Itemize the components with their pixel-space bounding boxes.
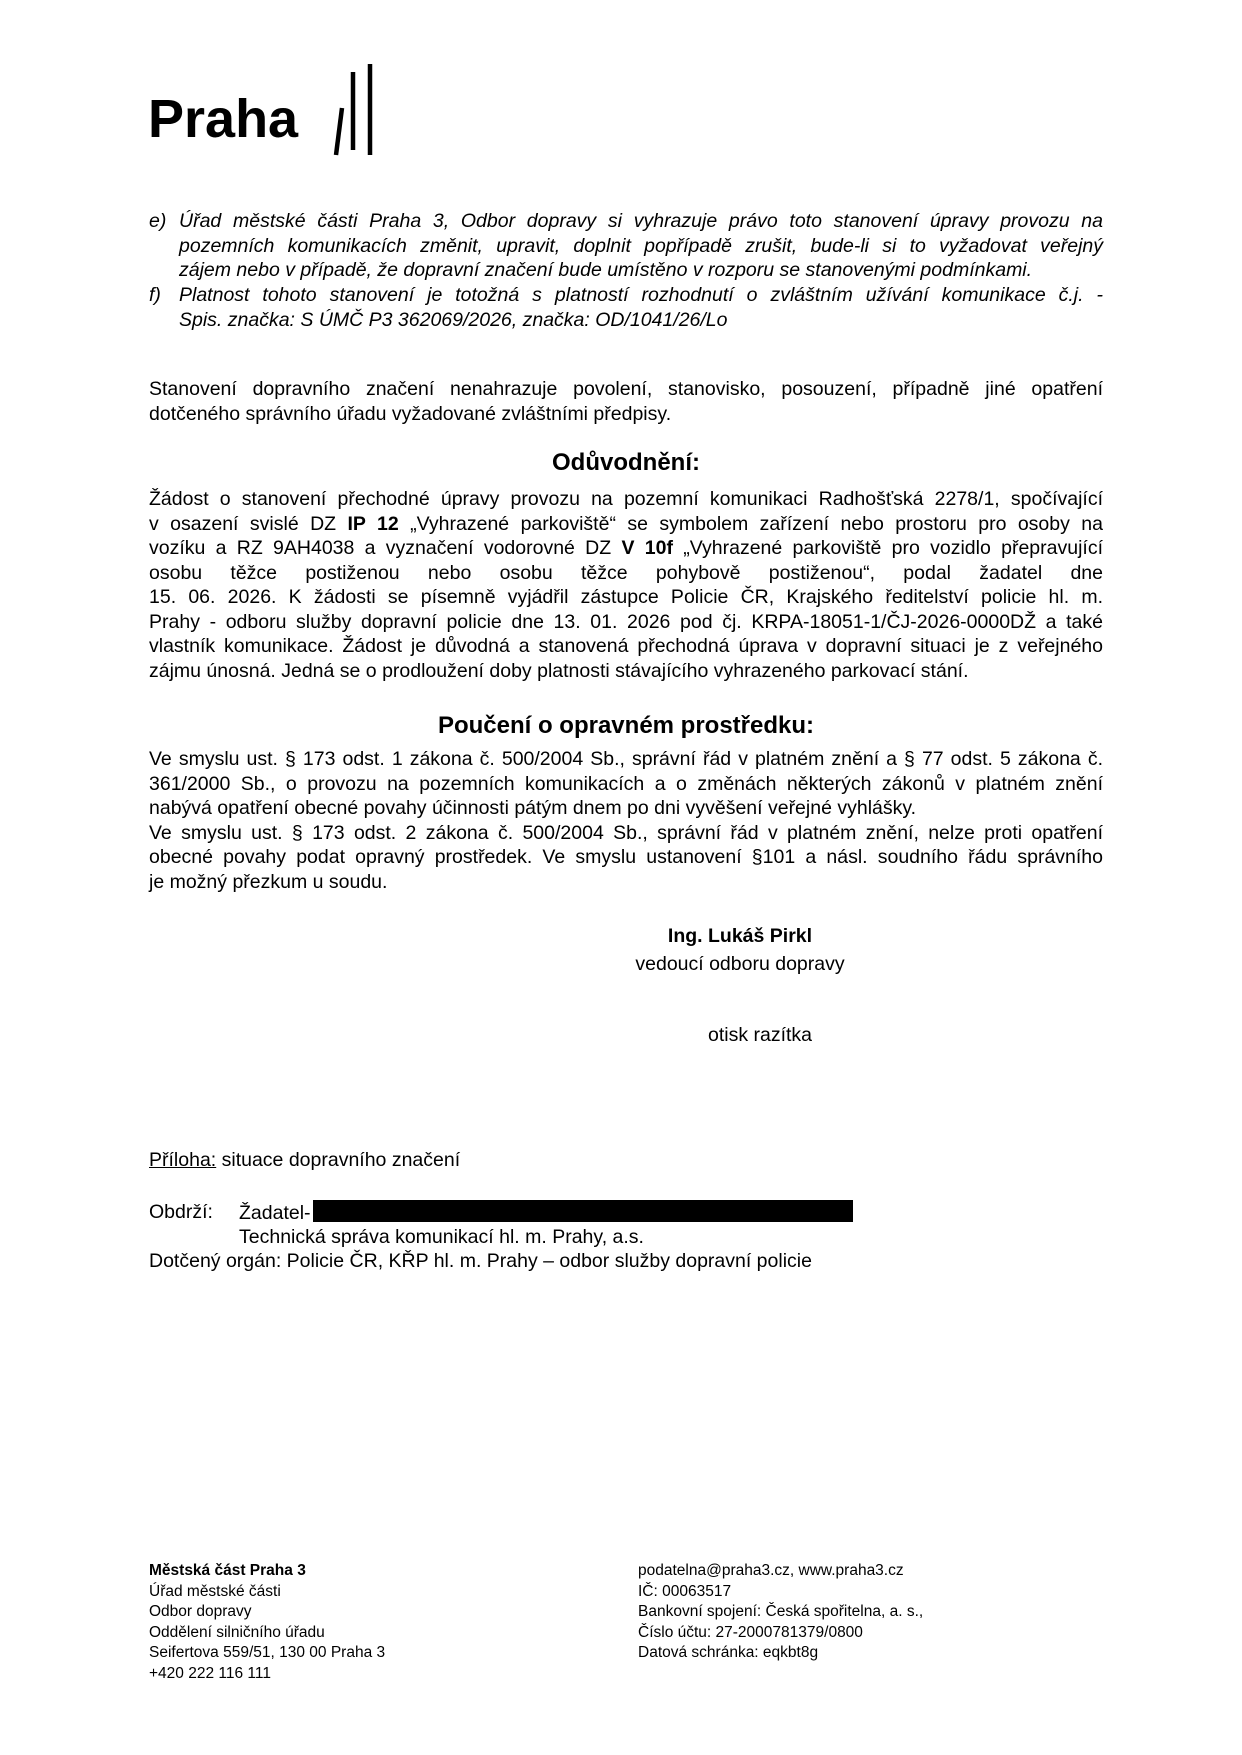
footer-contact: podatelna@praha3.cz, www.praha3.cz (638, 1562, 904, 1579)
footer-left (149, 1561, 509, 1684)
text-run: „Vyhrazené parkoviště“ se symbolem zařízení nebo prostoru pro osoby na (398, 512, 1103, 535)
notice-line: Stanovení dopravního značení nenahrazuje povolení, stanovisko, posouzení, případně jiné opatření (149, 378, 1103, 400)
remedy-line: nabývá opatření obecné povahy účinnosti pátým dnem po dni vyvěšení veřejné vyhlášky. (149, 797, 917, 819)
justification-line: zájmu únosná. Jedná se o prodloužení doby platnosti stávajícího vyhrazeného parkovací stání. (149, 659, 969, 682)
justification-line (149, 512, 1103, 537)
footer-line: Oddělení silničního úřadu (149, 1623, 325, 1641)
justification-line: Prahy - odboru služby dopravní policie dne 13. 01. 2026 pod čj. KRPA-18051-1/ČJ-2026-0000DŽ a také (149, 610, 1103, 633)
footer-address: Seifertova 559/51, 130 00 Praha 3 (149, 1644, 386, 1661)
footer-right (638, 1561, 978, 1664)
signature-block (620, 922, 860, 978)
condition-line: Platnost tohoto stanovení je totožná s platností rozhodnutí o zvláštním užívání komunikace č.j. - (179, 284, 1103, 306)
attachment-label: Příloha: (149, 1149, 217, 1171)
redaction-bar (313, 1200, 853, 1222)
stamp-placeholder: otisk razítka (707, 1024, 813, 1046)
praha-logo (148, 60, 408, 180)
attachment-text: situace dopravního značení (216, 1149, 461, 1171)
attachment-line (149, 1148, 1103, 1173)
footer-org: Městská část Praha 3 (149, 1562, 306, 1579)
footer-line: Úřad městské části (149, 1582, 281, 1600)
remedy-paragraph (149, 747, 1103, 894)
affected-label: Dotčený orgán: (149, 1250, 282, 1272)
condition-line: Spis. značka: S ÚMČ P3 362069/2026, značka: OD/1041/26/Lo (179, 308, 728, 331)
signatory-role: vedoucí odboru dopravy (635, 953, 845, 975)
condition-marker: e) (149, 210, 167, 232)
justification-line: 15. 06. 2026. K žádosti se písemně vyjádřil zástupce Policie ČR, Krajského ředitelství policie hl. m. (149, 586, 1103, 608)
affected-text: Policie ČR, KŘP hl. m. Prahy – odbor služby dopravní policie (281, 1250, 812, 1272)
condition-line: Úřad městské části Praha 3, Odbor dopravy si vyhrazuje právo toto stanovení úpravy provozu na (179, 210, 1103, 232)
remedy-line: Ve smyslu ust. § 173 odst. 2 zákona č. 500/2004 Sb., správní řád v platném znění, nelze proti opatření (149, 821, 1103, 844)
recipients-label: Obdrží: (149, 1201, 213, 1223)
justification-line (149, 536, 1103, 561)
text-run: vozíku a RZ 9AH4038 a vyznačení vodorovné DZ (149, 537, 622, 559)
justification-line: vlastník komunikace. Žádost je důvodná a stanovená přechodná úprava v dopravní situaci je z veřejného (149, 635, 1103, 657)
recipient-tsk: Technická správa komunikací hl. m. Prahy, a.s. (239, 1225, 644, 1248)
footer-line: Datová schránka: eqkbt8g (638, 1644, 819, 1661)
notice-paragraph (149, 377, 1103, 426)
remedy-line: obecné povahy podat opravný prostředek. Ve smyslu ustanovení §101 a násl. soudního řádu správního (149, 846, 1103, 868)
sign-code: IP 12 (347, 512, 399, 535)
justification-line: Žádost o stanovení přechodné úpravy provozu na pozemní komunikaci Radhošťská 2278/1, spočívající (149, 488, 1103, 510)
recipients-block (149, 1200, 1103, 1274)
footer-line: Odbor dopravy (149, 1603, 252, 1620)
logo-text: Praha (148, 89, 299, 149)
notice-line: dotčeného správního úřadu vyžadované zvláštními předpisy. (149, 402, 672, 425)
remedy-line: Ve smyslu ust. § 173 odst. 1 zákona č. 500/2004 Sb., správní řád v platném znění a § 77 odst. 5 zákona č. (149, 748, 1103, 770)
recipient-text: Žadatel- (239, 1202, 311, 1224)
condition-marker: f) (149, 284, 161, 306)
footer-phone: +420 222 116 111 (149, 1664, 271, 1682)
recipient-applicant (239, 1200, 853, 1226)
condition-line: zájem nebo v případě, že dopravní značení bude umístěno v rozporu se stanovenými podmínkami. (179, 259, 1033, 281)
remedy-heading: Poučení o opravném prostředku: (437, 712, 815, 739)
affected-authority (149, 1249, 1103, 1274)
justification-heading: Odůvodnění: (552, 449, 700, 476)
justification-paragraph (149, 487, 1103, 683)
sign-code: V 10f (621, 537, 673, 559)
signatory-name: Ing. Lukáš Pirkl (667, 925, 813, 947)
justification-line: osobu těžce postiženou nebo osobu těžce pohybově postiženou“, podal žadatel dne (149, 561, 1103, 584)
text-run: „Vyhrazené parkoviště pro vozidlo přepravující (672, 537, 1103, 559)
condition-line: pozemních komunikacích změnit, upravit, doplnit popřípadě zrušit, bude-li si to vyžadovat veřejný (179, 234, 1103, 257)
logo-strokes-icon (316, 60, 406, 180)
footer-line: Číslo účtu: 27-2000781379/0800 (638, 1623, 863, 1641)
footer-line: Bankovní spojení: Česká spořitelna, a. s., (638, 1603, 924, 1620)
footer-line: IČ: 00063517 (638, 1582, 732, 1600)
text-run: v osazení svislé DZ (149, 512, 348, 535)
remedy-line: je možný přezkum u soudu. (149, 870, 388, 893)
remedy-line: 361/2000 Sb., o provozu na pozemních komunikacích a o změnách některých zákonů v platném znění (149, 772, 1103, 795)
